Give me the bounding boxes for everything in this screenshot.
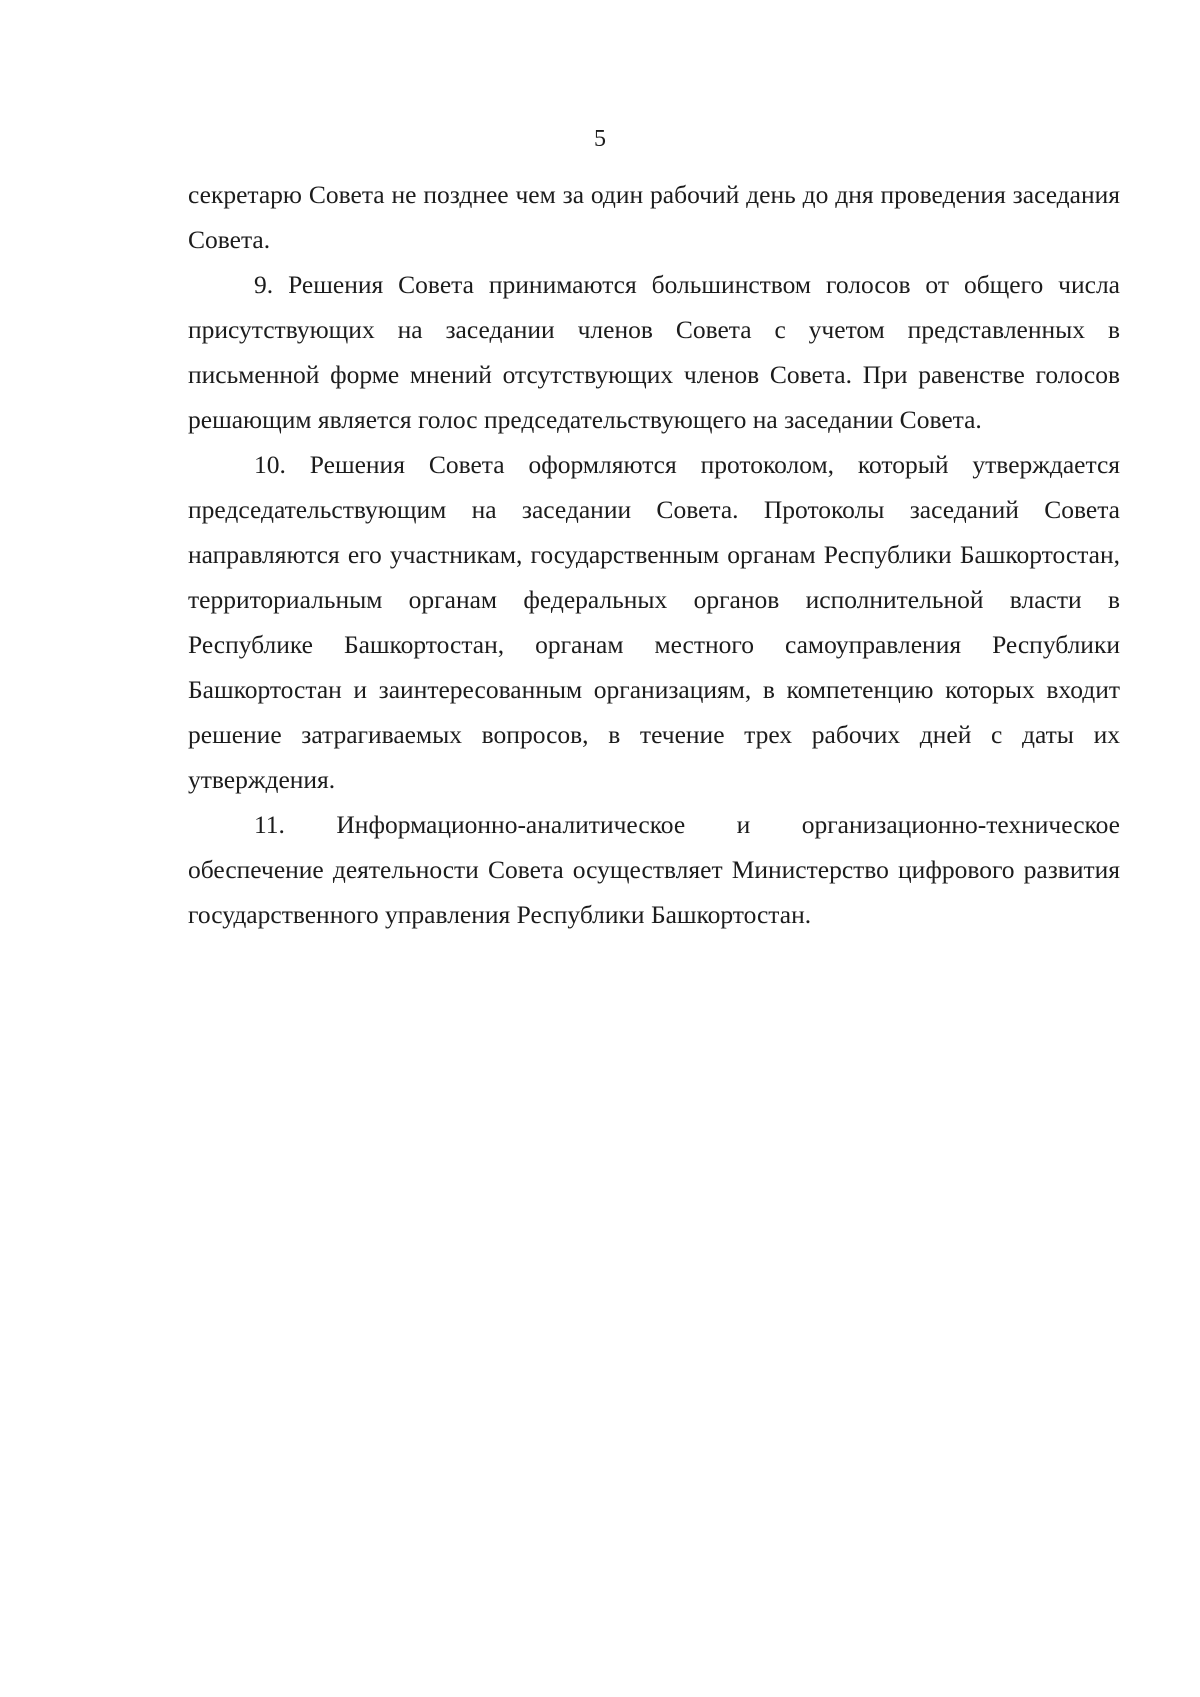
paragraph-item-11: 11. Информационно-аналитическое и организационно-техническое обеспечение деятельности Совета осуществляет Министерство цифрового развития государственного управления Республики Башкортостан. — [188, 810, 1120, 929]
paragraph-item-10: 10. Решения Совета оформляются протоколом, который утверждается председательствующим на заседании Совета. Протоколы заседаний Совета направляются его участникам, государственным органам Республики Башкортостан, территориальным органам федеральных органов исполнительной власти в Республике Башкортостан, органам местного самоуправления Республики Башкортостан и заинтересованным организациям, в компетенцию которых входит решение затрагиваемых вопросов, в течение трех рабочих дней с даты их утверждения. — [188, 450, 1120, 794]
paragraph-item-9: 9. Решения Совета принимаются большинством голосов от общего числа присутствующих на заседании членов Совета с учетом представленных в письменной форме мнений отсутствующих членов Совета. При равенстве голосов решающим является голос председательствующего на заседании Совета. — [188, 270, 1120, 434]
paragraph-continuation: секретарю Совета не позднее чем за один рабочий день до дня проведения заседания Совета. — [188, 180, 1120, 254]
page-number: 5 — [594, 126, 606, 152]
document-body — [188, 172, 1120, 937]
